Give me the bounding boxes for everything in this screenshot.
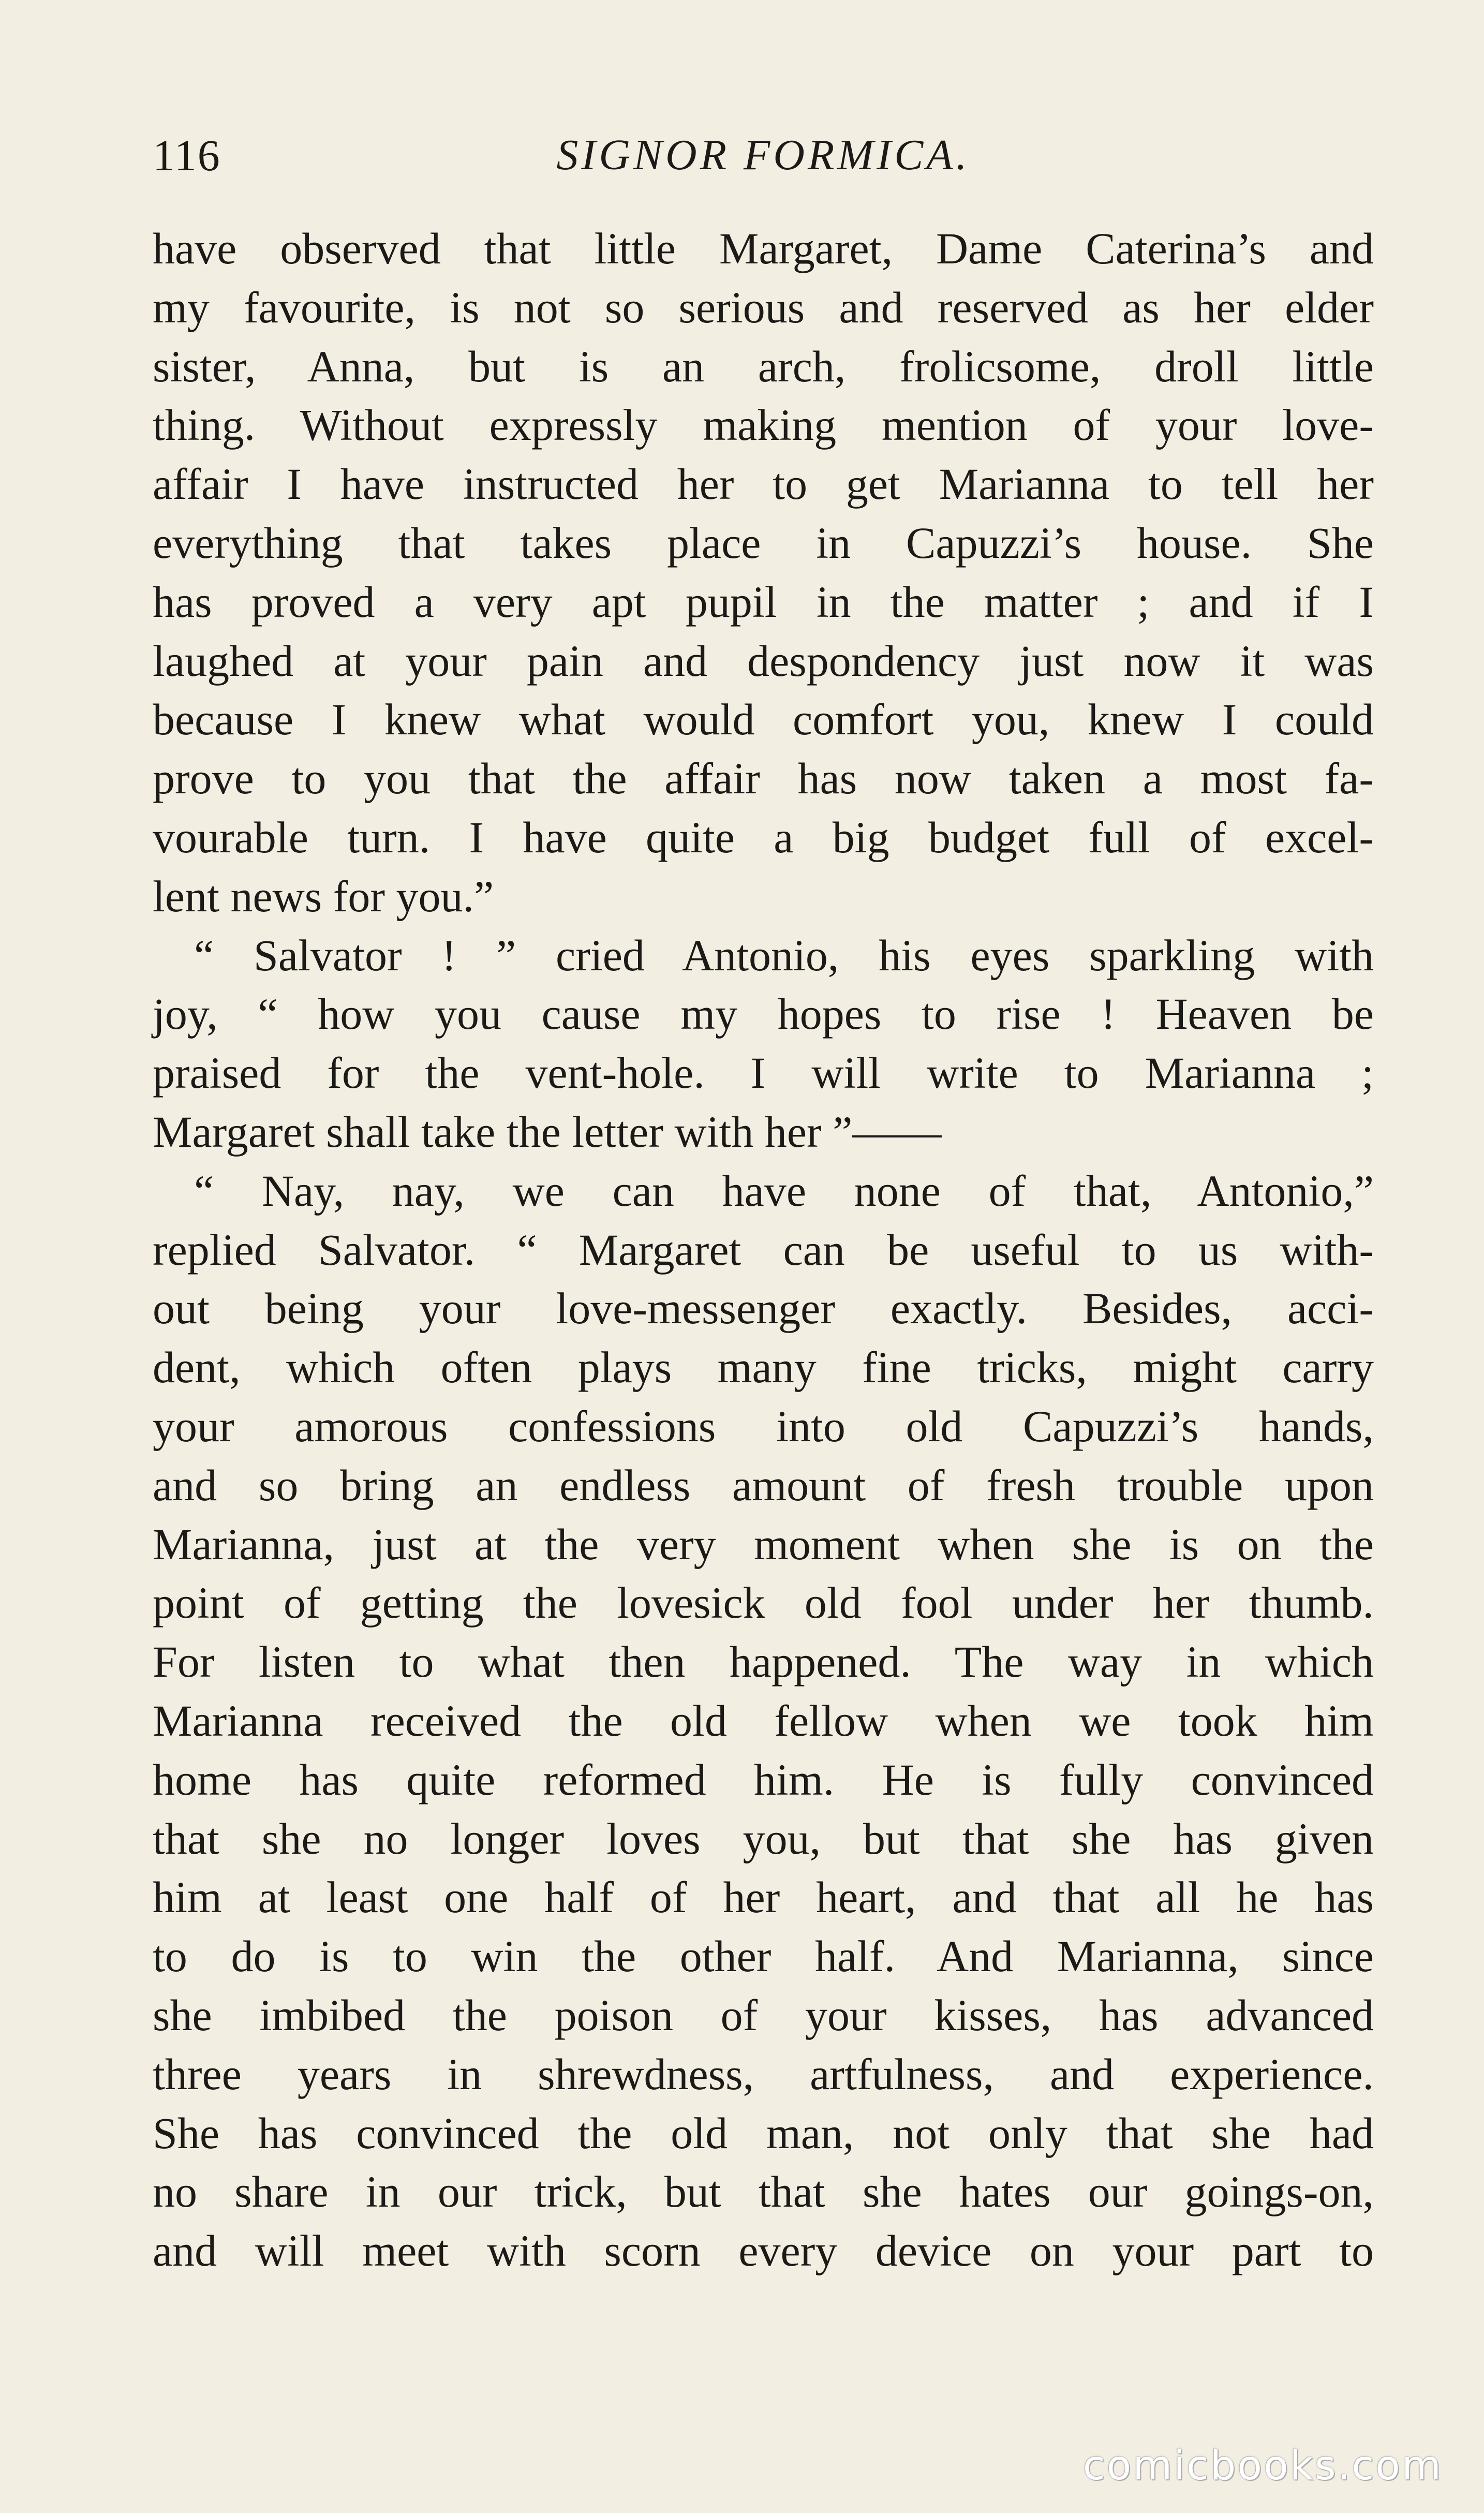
- text-line: and so bring an endless amount of fresh trouble upon: [153, 1460, 1374, 1510]
- paragraph-start-line: “ Salvator ! ” cried Antonio, his eyes sparkling with: [194, 930, 1374, 980]
- text-line: has proved a very apt pupil in the matter ; and if I: [153, 576, 1374, 627]
- text-line: Marianna received the old fellow when we took him: [153, 1695, 1374, 1746]
- text-line: my favourite, is not so serious and reserved as her elder: [153, 282, 1374, 332]
- text-line: prove to you that the affair has now taken a most fa-: [153, 753, 1374, 804]
- watermark: comicbooks.com: [1082, 2443, 1443, 2489]
- text-line: praised for the vent-hole. I will write to Marianna ;: [153, 1048, 1374, 1098]
- text-line: that she no longer loves you, but that she has given: [153, 1813, 1374, 1864]
- text-line: For listen to what then happened. The way in which: [153, 1637, 1374, 1687]
- text-line: and will meet with scorn every device on your part to: [153, 2226, 1374, 2276]
- text-line: no share in our trick, but that she hates our goings-on,: [153, 2167, 1374, 2217]
- paragraph-end-line: lent news for you.”: [153, 871, 494, 921]
- text-line: she imbibed the poison of your kisses, has advanced: [153, 1990, 1374, 2040]
- text-line: vourable turn. I have quite a big budget full of excel-: [153, 812, 1374, 862]
- text-line: replied Salvator. “ Margaret can be useful to us with-: [153, 1224, 1374, 1275]
- text-line: laughed at your pain and despondency just now it was: [153, 635, 1374, 686]
- text-line: because I knew what would comfort you, knew I could: [153, 694, 1374, 745]
- text-line: She has convinced the old man, not only that she had: [153, 2108, 1374, 2158]
- text-line: your amorous confessions into old Capuzzi’s hands,: [153, 1401, 1374, 1451]
- text-line: home has quite reformed him. He is fully convinced: [153, 1754, 1374, 1805]
- text-line: thing. Without expressly making mention of your love-: [153, 400, 1374, 450]
- text-line: out being your love-messenger exactly. Besides, acci-: [153, 1283, 1374, 1334]
- paragraph-end-line: Margaret shall take the letter with her ”——: [153, 1106, 942, 1157]
- text-line: everything that takes place in Capuzzi’s house. She: [153, 518, 1374, 568]
- text-line: have observed that little Margaret, Dame Caterina’s and: [153, 224, 1374, 273]
- running-title: SIGNOR FORMICA.: [556, 131, 970, 179]
- page-number: 116: [153, 130, 221, 180]
- text-line: affair I have instructed her to get Marianna to tell her: [153, 459, 1374, 509]
- text-line: joy, “ how you cause my hopes to rise ! Heaven be: [153, 989, 1374, 1039]
- text-line: to do is to win the other half. And Marianna, since: [153, 1931, 1374, 1982]
- paragraph-start-line: “ Nay, nay, we can have none of that, Antonio,”: [194, 1165, 1374, 1216]
- text-line: dent, which often plays many fine tricks, might carry: [153, 1342, 1374, 1393]
- text-line: three years in shrewdness, artfulness, and experience.: [153, 2049, 1374, 2099]
- text-line: point of getting the lovesick old fool under her thumb.: [153, 1578, 1374, 1628]
- text-line: Marianna, just at the very moment when she is on the: [153, 1519, 1374, 1569]
- running-head: [153, 124, 1374, 186]
- text-line: sister, Anna, but is an arch, frolicsome, droll little: [153, 341, 1374, 391]
- body-text: [153, 219, 1374, 2281]
- text-line: him at least one half of her heart, and that all he has: [153, 1872, 1374, 1923]
